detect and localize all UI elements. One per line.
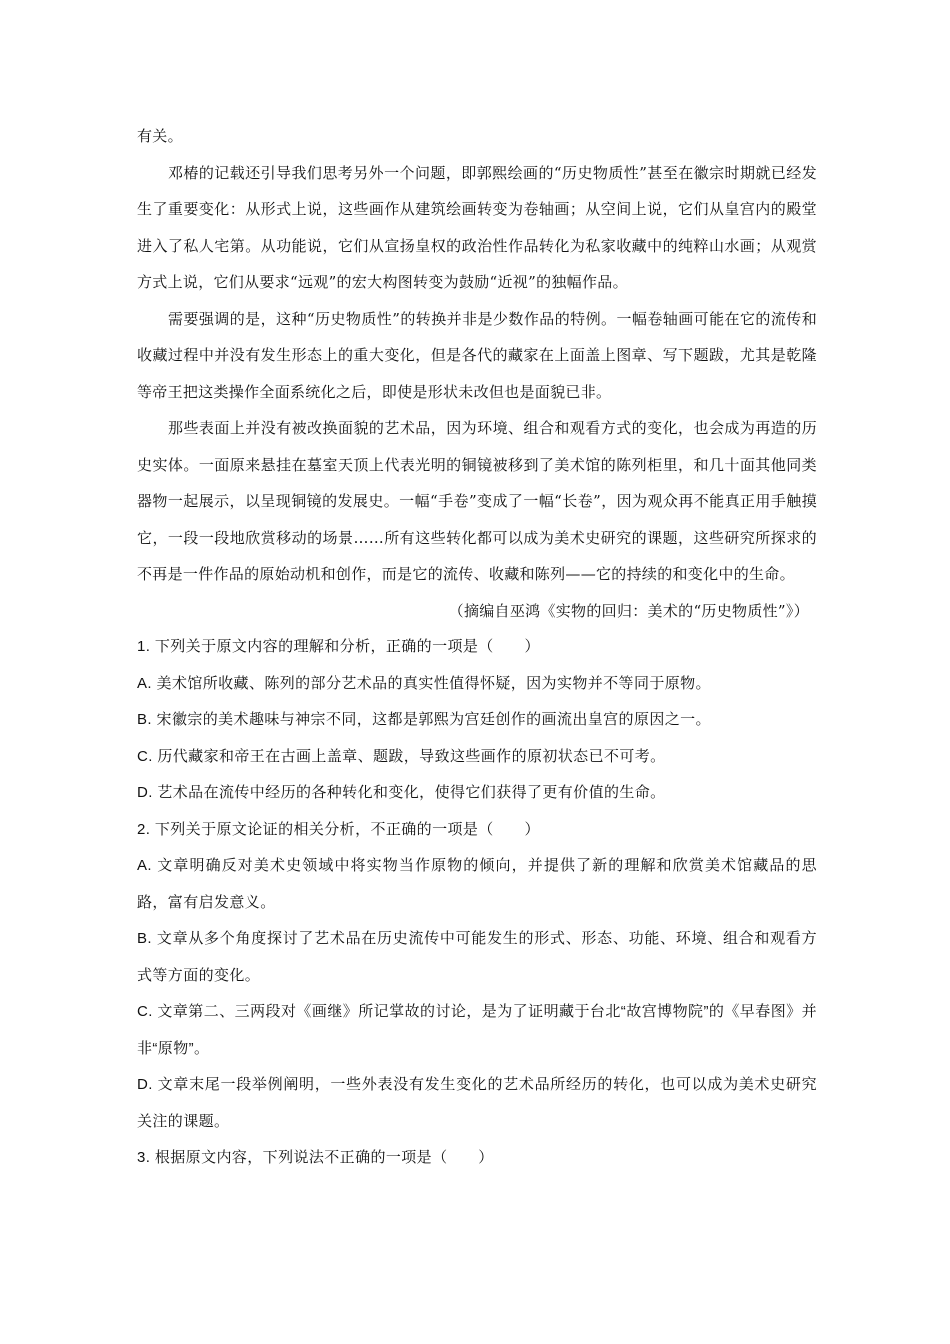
question-1-option-d: D. 艺术品在流传中经历的各种转化和变化，使得它们获得了更有价值的生命。 <box>137 784 666 801</box>
question-1-stem: 1. 下列关于原文内容的理解和分析，正确的一项是（ ） <box>137 638 540 655</box>
question-2-stem: 2. 下列关于原文论证的相关分析，不正确的一项是（ ） <box>137 820 540 838</box>
question-1-option-c: C. 历代藏家和帝王在古画上盖章、题跋，导致这些画作的原初状态已不可考。 <box>137 747 666 765</box>
question-1-option-b: B. 宋徽宗的美术趣味与神宗不同，这都是郭熙为宫廷创作的画流出皇宫的原因之一。 <box>137 711 711 728</box>
passage-paragraph-0: 有关。 <box>137 127 183 145</box>
question-2-option-d: D. 文章末尾一段举例阐明，一些外表没有发生变化的艺术品所经历的转化，也可以成为美术史研究关注的课题。 <box>137 1076 817 1130</box>
passage-paragraph-2: 需要强调的是，这种“历史物质性”的转换并非是少数作品的特例。一幅卷轴画可能在它的流传和收藏过程中并没有发生形态上的重大变化，但是各代的藏家在上面盖上图章、写下题跋，尤其是乾隆等帝王把这类操作全面系统化之后，即使是形状未改但也是面貌已非。 <box>137 309 817 401</box>
question-2-option-a: A. 文章明确反对美术史领域中将实物当作原物的倾向，并提供了新的理解和欣赏美术馆藏品的思路，富有启发意义。 <box>137 857 817 911</box>
question-2-option-b: B. 文章从多个角度探讨了艺术品在历史流传中可能发生的形式、形态、功能、环境、组合和观看方式等方面的变化。 <box>137 930 817 984</box>
question-1-option-a: A. 美术馆所收藏、陈列的部分艺术品的真实性值得怀疑，因为实物并不等同于原物。 <box>137 674 711 692</box>
passage-paragraph-1: 邓椿的记载还引导我们思考另外一个问题，即郭熙绘画的“历史物质性”甚至在徽宗时期就已经发生了重要变化：从形式上说，这些画作从建筑绘画转变为卷轴画；从空间上说，它们从皇宫内的殿堂进入了私人宅第。从功能说，它们从宣扬皇权的政治性作品转化为私家收藏中的纯粹山水画；从观赏方式上说，它们从要求“远观”的宏大构图转变为鼓励“近视”的独幅作品。 <box>137 163 817 291</box>
question-3-stem: 3. 根据原文内容，下列说法不正确的一项是（ ） <box>137 1149 494 1166</box>
passage-paragraph-3: 那些表面上并没有被改换面貌的艺术品，因为环境、组合和观看方式的变化，也会成为再造的历史实体。一面原来悬挂在墓室天顶上代表光明的铜镜被移到了美术馆的陈列柜里，和几十面其他同类器物一起展示，以呈现铜镜的发展史。一幅“手卷”变成了一幅“长卷”，因为观众再不能真正用手触摸它，一段一段地欣赏移动的场景……所有这些转化都可以成为美术史研究的课题，这些研究所探求的不再是一件作品的原始动机和创作，而是它的流传、收藏和陈列——它的持续的和变化中的生命。 <box>137 419 817 583</box>
document-content <box>137 118 817 1177</box>
question-2-option-c: C. 文章第二、三两段对《画继》所记掌故的讨论，是为了证明藏于台北“故宫博物院”的《早春图》并非“原物”。 <box>137 1003 817 1057</box>
passage-source: （摘编自巫鸿《实物的回归：美术的“历史物质性”》） <box>448 601 809 620</box>
